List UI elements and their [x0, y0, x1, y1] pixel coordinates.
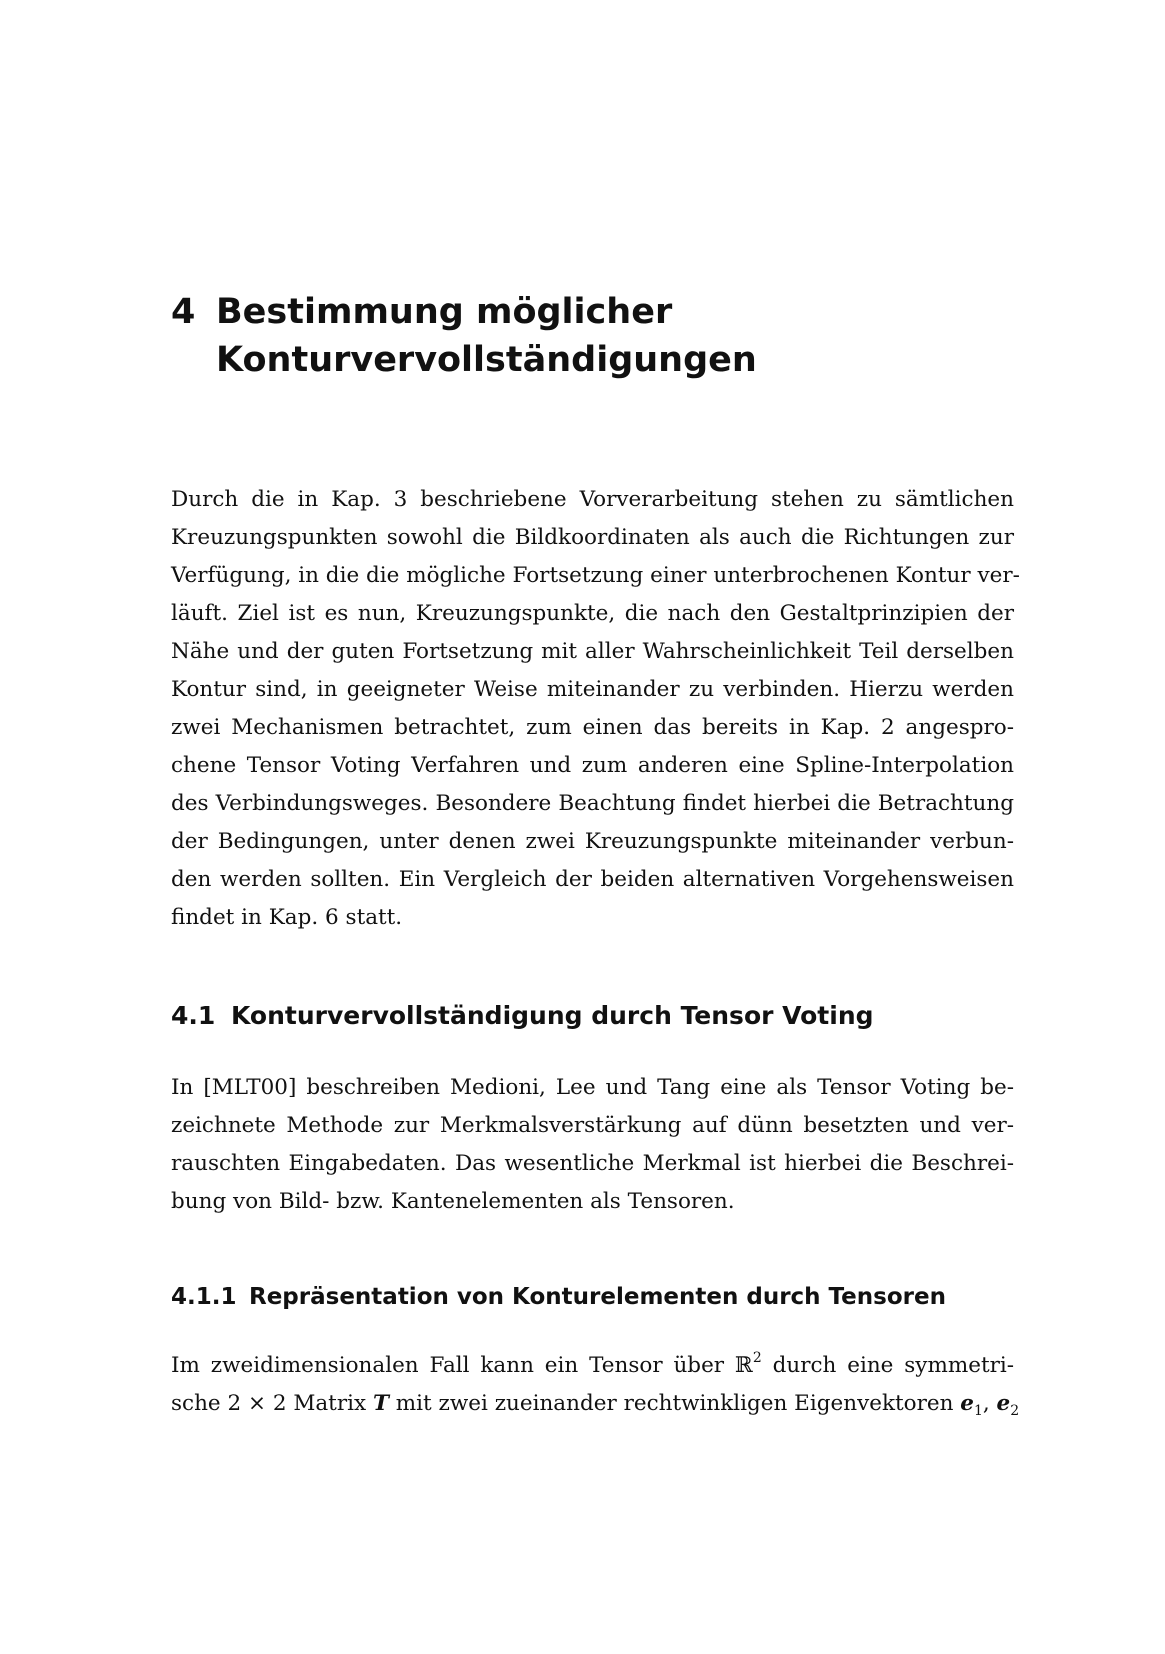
- text-fragment: Im zweidimensionalen Fall kann ein Tensor über ℝ: [171, 1353, 753, 1378]
- math-vector-symbol: e: [960, 1391, 974, 1416]
- intro-paragraph: [171, 481, 1020, 937]
- subsection-heading: [171, 1281, 1014, 1313]
- text-line: bung von Bild- bzw. Kantenelementen als Tensoren.: [171, 1189, 735, 1214]
- subsection-paragraph: [171, 1347, 1020, 1423]
- text-line: den werden sollten. Ein Vergleich der beiden alternativen Vorgehensweisen: [171, 867, 1014, 892]
- text-line: findet in Kap. 6 statt.: [171, 905, 403, 930]
- chapter-heading: [171, 288, 1014, 384]
- text-line: Durch die in Kap. 3 beschriebene Vorverarbeitung stehen zu sämtlichen: [171, 487, 1014, 512]
- text-line: der Bedingungen, unter denen zwei Kreuzungspunkte miteinander verbun-: [171, 829, 1014, 854]
- section-title: Konturvervollständigung durch Tensor Voting: [231, 1001, 874, 1030]
- subsection-title: Repräsentation von Konturelementen durch Tensoren: [249, 1284, 946, 1310]
- text-line: In [MLT00] beschreiben Medioni, Lee und Tang eine als Tensor Voting be-: [171, 1075, 1014, 1100]
- section-number: 4.1: [171, 1001, 216, 1030]
- text-line: [171, 1385, 1020, 1423]
- text-fragment: sche 2 × 2 Matrix: [171, 1391, 373, 1416]
- math-vector-symbol: e: [996, 1391, 1011, 1416]
- section-paragraph: [171, 1069, 1014, 1221]
- text-fragment: durch eine symmetri-: [761, 1353, 1015, 1378]
- math-matrix-symbol: T: [372, 1391, 389, 1416]
- text-line: läuft. Ziel ist es nun, Kreuzungspunkte, die nach den Gestaltprinzipien der: [171, 601, 1014, 626]
- chapter-number: 4: [171, 292, 196, 332]
- text-line: des Verbindungsweges. Besondere Beachtung findet hierbei die Betrachtung: [171, 791, 1014, 816]
- section-heading: [171, 999, 1014, 1033]
- page-content: [171, 288, 1020, 1423]
- text-line: chene Tensor Voting Verfahren und zum anderen eine Spline-Interpolation: [171, 753, 1014, 778]
- chapter-title-line-2: Konturvervollständigungen: [216, 340, 757, 380]
- text-line: zeichnete Methode zur Merkmalsverstärkung auf dünn besetzten und ver-: [171, 1113, 1014, 1138]
- subsection-number: 4.1.1: [171, 1284, 237, 1310]
- subscript: 1: [973, 1403, 983, 1419]
- text-fragment: mit zwei zueinander rechtwinkligen Eigenvektoren: [388, 1391, 961, 1416]
- text-line: zwei Mechanismen betrachtet, zum einen das bereits in Kap. 2 angespro-: [171, 715, 1014, 740]
- chapter-title-line-1: Bestimmung möglicher: [216, 292, 673, 332]
- text-line: Kontur sind, in geeigneter Weise miteinander zu verbinden. Hierzu werden: [171, 677, 1014, 702]
- text-fragment: ,: [982, 1391, 997, 1416]
- text-line: rauschten Eingabedaten. Das wesentliche Merkmal ist hierbei die Beschrei-: [171, 1151, 1014, 1176]
- text-line: Nähe und der guten Fortsetzung mit aller Wahrscheinlichkeit Teil derselben: [171, 639, 1014, 664]
- text-line: Verfügung, in die die mögliche Fortsetzung einer unterbrochenen Kontur ver-: [171, 563, 1020, 588]
- text-line: Kreuzungspunkten sowohl die Bildkoordinaten als auch die Richtungen zur: [171, 525, 1014, 550]
- subscript: 2: [1010, 1403, 1020, 1419]
- superscript: 2: [752, 1350, 762, 1366]
- text-line: [171, 1347, 1014, 1385]
- chapter-title: [216, 288, 1014, 384]
